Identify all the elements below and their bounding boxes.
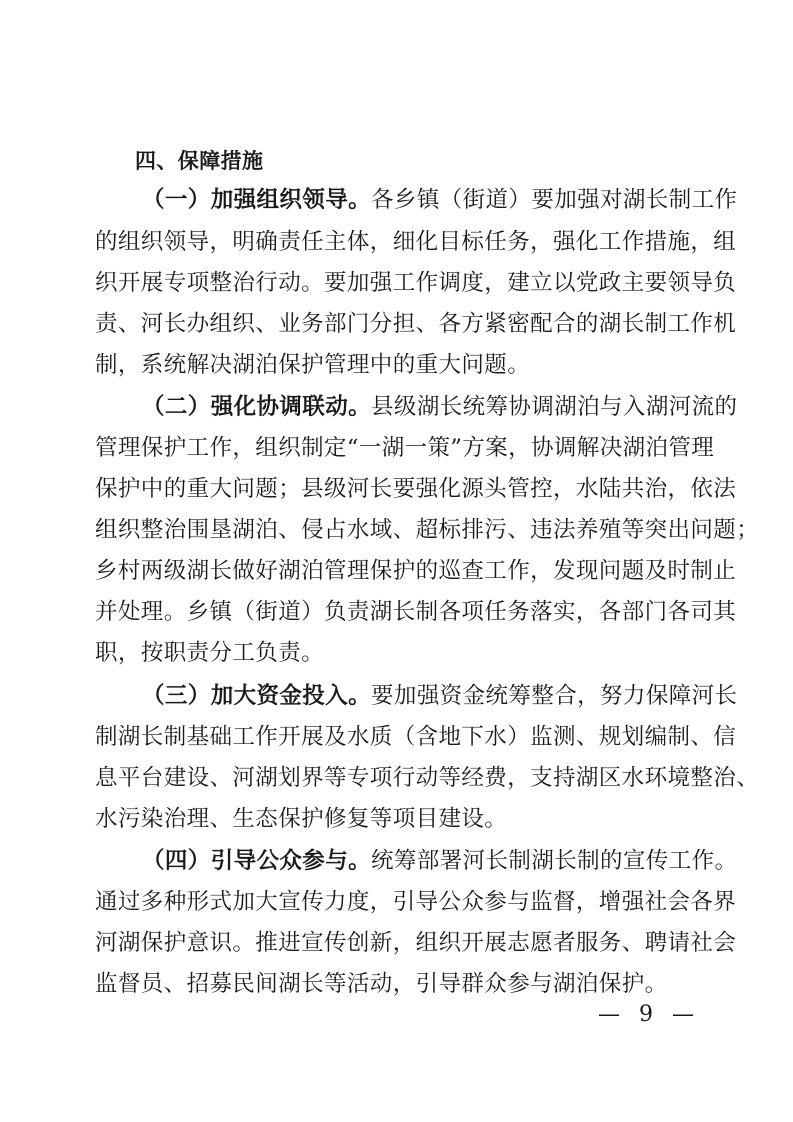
paragraph-text: 要加强资金统筹整合，努力保障河长 (371, 683, 738, 709)
paragraph-line: 责、河长办组织、业务部门分担、各方紧密配合的湖长制工作机 (95, 311, 737, 337)
paragraph-line: 通过多种形式加大宣传力度，引导公众参与监督，增强社会各界 (95, 889, 737, 915)
subsection-title: （四）引导公众参与。 (142, 848, 372, 874)
subsection-title: （二）强化协调联动。 (142, 394, 372, 420)
paragraph-line: 保护中的重大问题；县级河长要强化源头管控，水陆共治，依法 (95, 476, 737, 502)
paragraph-text: 各乡镇（街道）要加强对湖长制工作 (371, 187, 738, 213)
paragraph-line: 制湖长制基础工作开展及水质（含地下水）监测、规划编制、信 (95, 724, 737, 750)
paragraph-line: 乡村两级湖长做好湖泊管理保护的巡查工作，发现问题及时制止 (95, 558, 737, 584)
paragraph-line: 制，系统解决湖泊保护管理中的重大问题。 (95, 352, 531, 378)
subsection-title: （三）加大资金投入。 (142, 683, 372, 709)
paragraph-line: 息平台建设、河湖划界等专项行动等经费，支持湖区水环境整治、 (95, 765, 760, 791)
paragraph-line (0, 846, 793, 876)
paragraph-line (0, 185, 793, 215)
subsection-title: （一）加强组织领导。 (142, 187, 372, 213)
paragraph-text: 统筹部署河长制湖长制的宣传工作。 (371, 848, 738, 874)
paragraph-line (0, 681, 793, 711)
paragraph-line: 并处理。乡镇（街道）负责湖长制各项任务落实，各部门各司其 (95, 599, 737, 625)
paragraph-line: 织开展专项整治行动。要加强工作调度，建立以党政主要领导负 (95, 270, 737, 296)
paragraph-line: 河湖保护意识。推进宣传创新，组织开展志愿者服务、聘请社会 (95, 930, 737, 956)
paragraph-line: 监督员、招募民间湖长等活动，引导群众参与湖泊保护。 (95, 971, 668, 997)
paragraph-line: 职，按职责分工负责。 (95, 640, 325, 666)
paragraph-line: 管理保护工作，组织制定“一湖一策”方案，协调解决湖泊管理 (95, 435, 715, 461)
paragraph-line: 水污染治理、生态保护修复等项目建设。 (95, 806, 508, 832)
section-heading: 四、保障措施 (135, 149, 264, 173)
page-number: — 9 — (598, 1002, 700, 1027)
paragraph-line: 的组织领导，明确责任主体，细化目标任务，强化工作措施，组 (95, 229, 737, 255)
paragraph-line: 组织整治围垦湖泊、侵占水域、超标排污、违法养殖等突出问题； (95, 517, 760, 543)
paragraph-text: 县级湖长统筹协调湖泊与入湖河流的 (371, 394, 738, 420)
paragraph-line (0, 392, 793, 422)
